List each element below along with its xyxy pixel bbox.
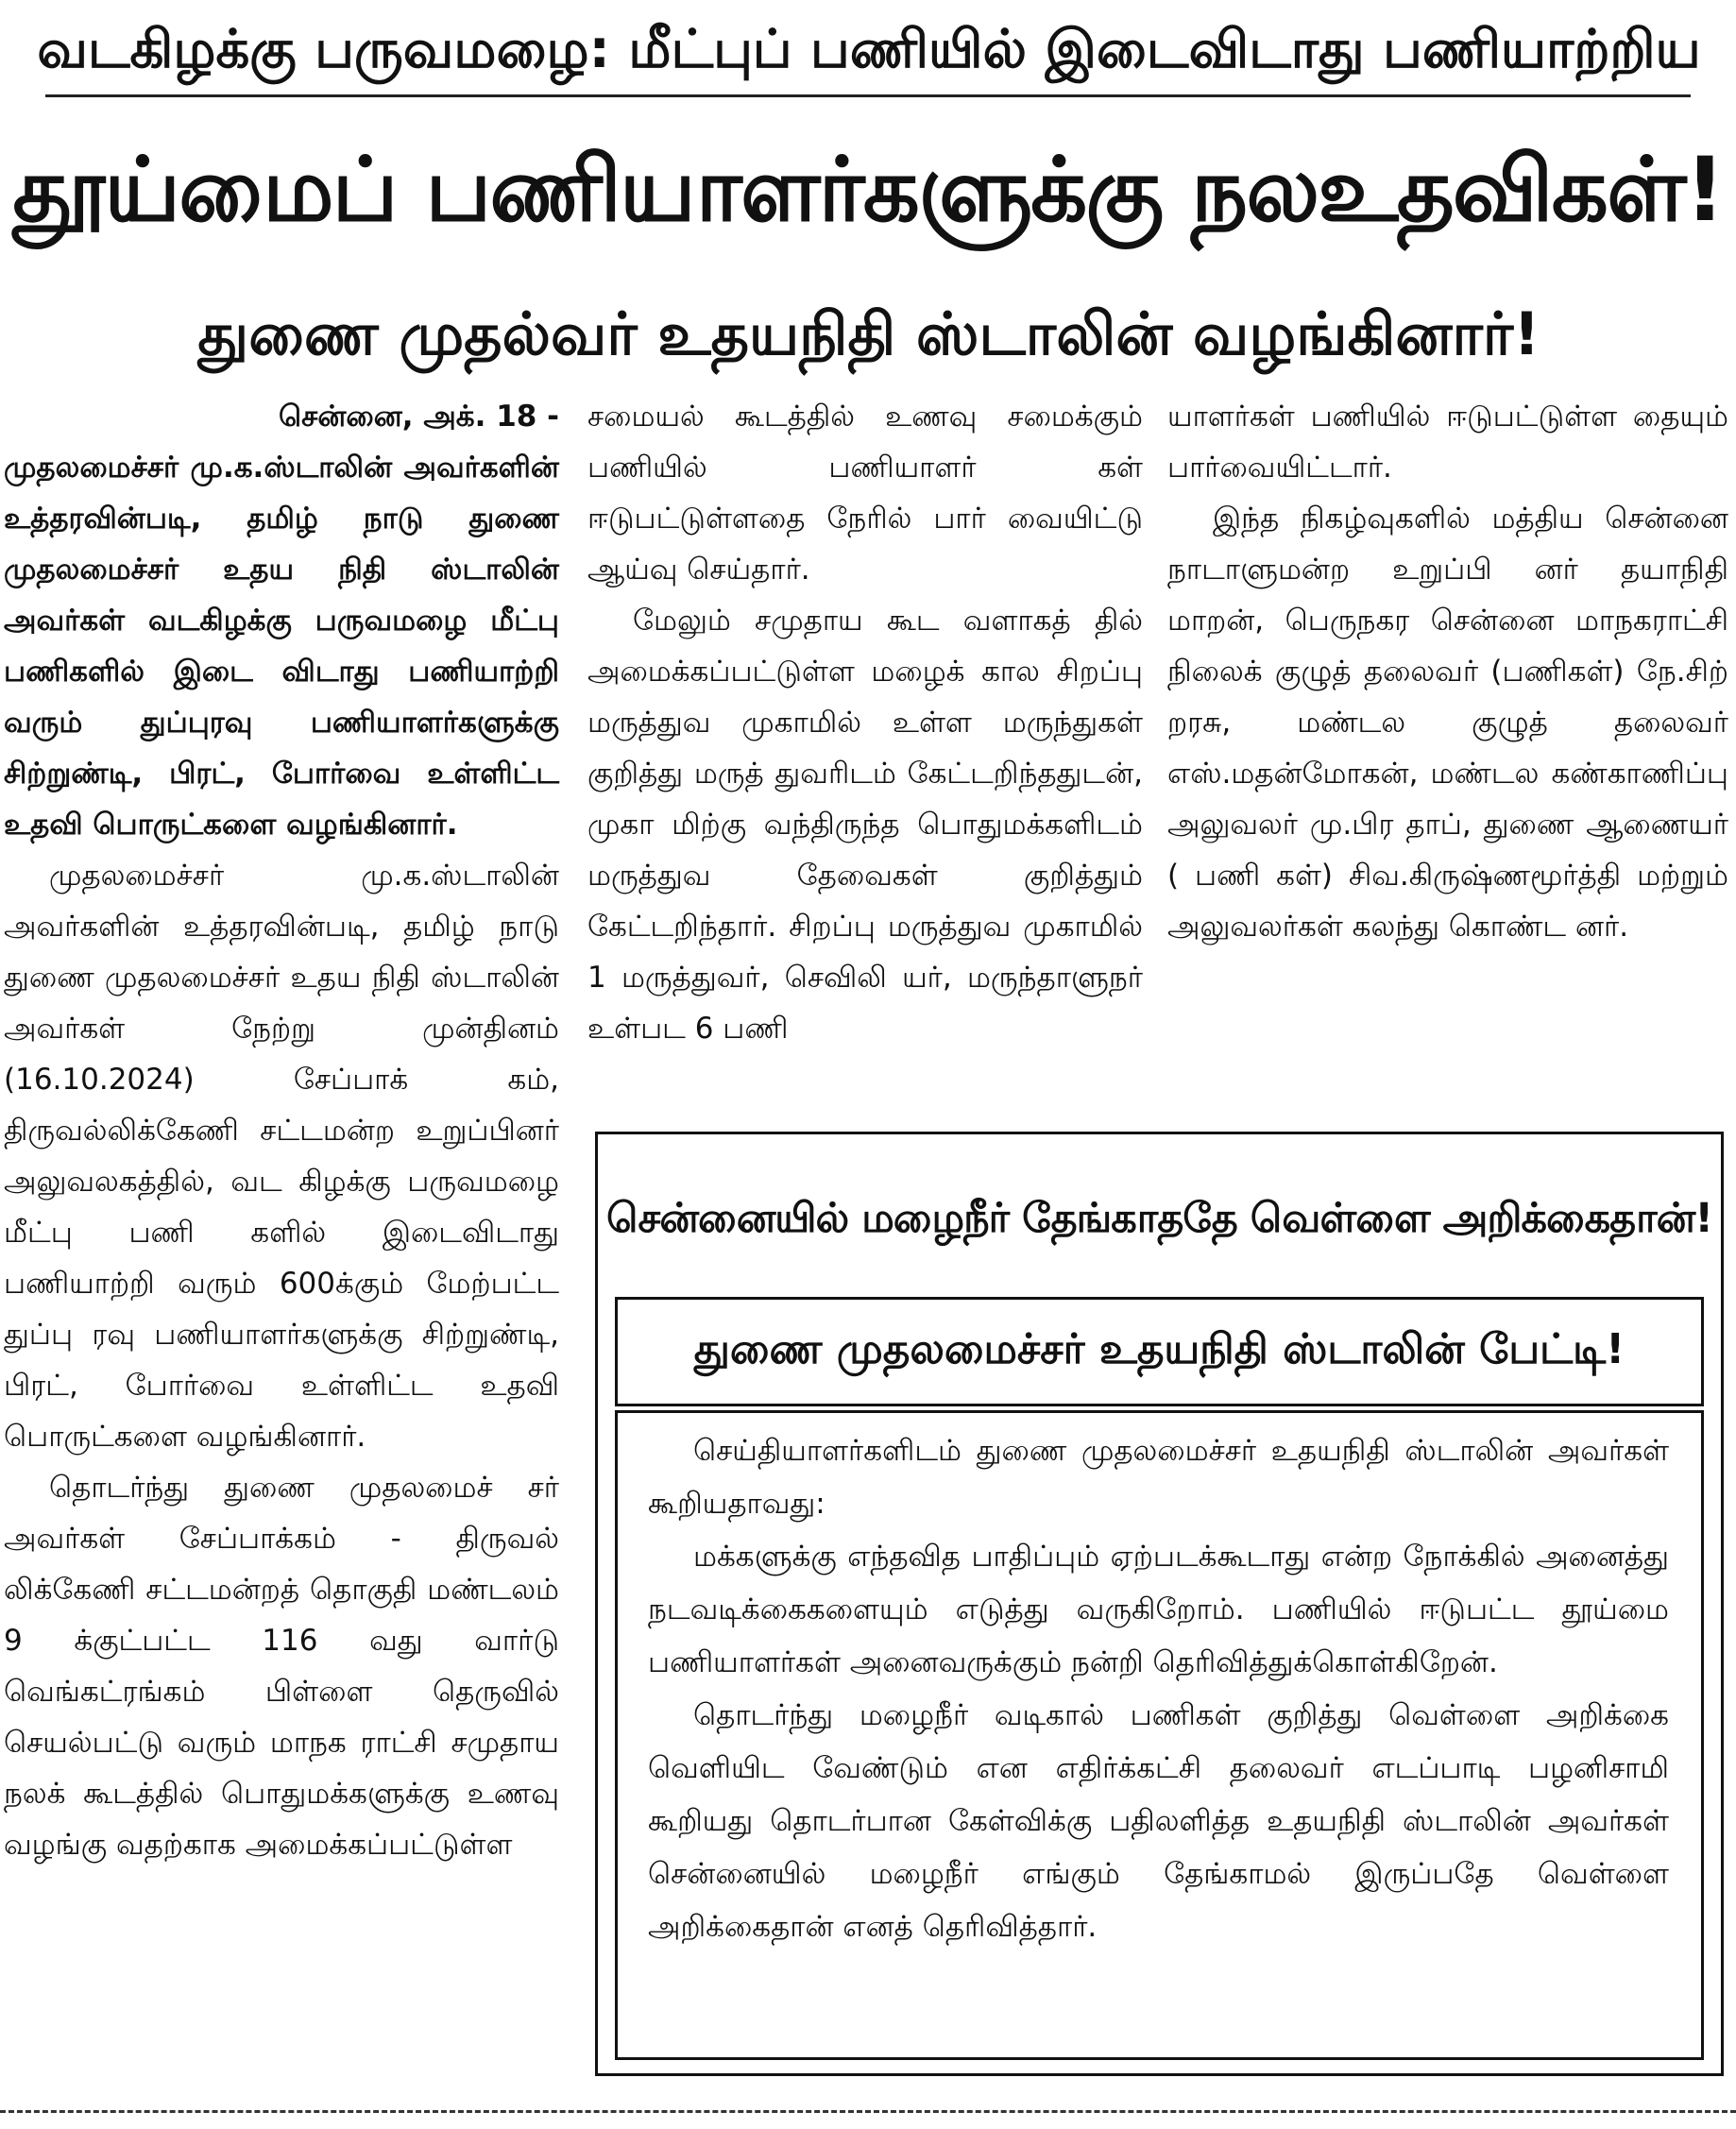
article-paragraph-3-continued: யாளர்கள் பணியில் ஈடுபட்டுள்ள தையும் பார்வையிட்டார். bbox=[1167, 400, 1728, 485]
subheadline: துணை முதல்வர் உதயநிதி ஸ்டாலின் வழங்கினார்! bbox=[197, 299, 1540, 368]
box-subtitle: துணை முதலமைச்சர் உதயநிதி ஸ்டாலின் பேட்டி! bbox=[615, 1297, 1704, 1406]
article-paragraph-2-continued: சமையல் கூடத்தில் உணவு சமைக்கும் பணியில் பணியாளர் கள் ஈடுபட்டுள்ளதை நேரில் பார் வையிட்டு ஆய்வு செய்தார். bbox=[587, 400, 1143, 587]
article-paragraph-1: முதலமைச்சர் மு.க.ஸ்டாலின் அவர்களின் உத்தரவின்படி, தமிழ் நாடு துணை முதலமைச்சர் உதய நிதி ஸ்டாலின் அவர்கள் நேற்று முன்தினம் (16.10.2024) சேப்பாக் கம், திருவல்லிக்கேணி சட்டமன்ற உறுப்பினர் அலுவலகத்தில், வட கிழக்கு பருவமழை மீட்பு பணி களில் இடைவிடாது பணியாற்றி வரும் 600க்கும் மேற்பட்ட துப்பு ரவு பணியாளர்களுக்கு சிற்றுண்டி, பிரட், போர்வை உள்ளிட்ட உதவி பொருட்களை வழங்கினார். bbox=[4, 859, 559, 1454]
article-column-2 bbox=[587, 391, 1143, 1054]
article-paragraph-3: மேலும் சமுதாய கூட வளாகத் தில் அமைக்கப்பட்டுள்ள மழைக் கால சிறப்பு மருத்துவ முகாமில் உள்ள மருந்துகள் குறித்து மருத் துவரிடம் கேட்டறிந்ததுடன், முகா மிற்கு வந்திருந்த பொதுமக்களிடம் மருத்துவ தேவைகள் குறித்தும் கேட்டறிந்தார். சிறப்பு மருத்துவ முகாமில் 1 மருத்துவர், செவிலி யர், மருந்தாளுநர் உள்பட 6 பணி bbox=[587, 604, 1143, 1046]
box-paragraph-3: தொடர்ந்து மழைநீர் வடிகால் பணிகள் குறித்து வெள்ளை அறிக்கை வெளியிட வேண்டும் என எதிர்க்கட்சி தலைவர் எடப்பாடி பழனிசாமி கூறியது தொடர்பான கேள்விக்கு பதிலளித்த உதயநிதி ஸ்டாலின் அவர்கள் சென்னையில் மழைநீர் எங்கும் தேங்காமல் இருப்பதே வெள்ளை அறிக்கைதான் எனத் தெரிவித்தார். bbox=[648, 1698, 1669, 1944]
box-body bbox=[615, 1410, 1704, 2060]
dateline: சென்னை, அக். 18 - bbox=[279, 400, 559, 434]
box-paragraph-2: மக்களுக்கு எந்தவித பாதிப்பும் ஏற்படக்கூடாது என்ற நோக்கில் அனைத்து நடவடிக்கைகளையும் எடுத்து வருகிறோம். பணியில் ஈடுபட்ட தூய்மை பணியாளர்கள் அனைவருக்கும் நன்றி தெரிவித்துக்கொள்கிறேன். bbox=[648, 1540, 1669, 1679]
article-paragraph-4: இந்த நிகழ்வுகளில் மத்திய சென்னை நாடாளுமன்ற உறுப்பி னர் தயாநிதி மாறன், பெருநகர சென்னை மாநகராட்சி நிலைக் குழுத் தலைவர் (பணிகள்) நே.சிற் றரசு, மண்டல குழுத் தலைவர் எஸ்.மதன்மோகன், மண்டல கண்காணிப்பு அலுவலர் மு.பிர தாப், துணை ஆணையர் ( பணி கள்) சிவ.கிருஷ்ணமூர்த்தி மற்றும் அலுவலர்கள் கலந்து கொண்ட னர். bbox=[1167, 502, 1728, 944]
article-column-1 bbox=[4, 391, 559, 1870]
lead-paragraph: முதலமைச்சர் மு.க.ஸ்டாலின் அவர்களின் உத்தரவின்படி, தமிழ் நாடு துணை முதலமைச்சர் உதய நிதி ஸ்டாலின் அவர்கள் வடகிழக்கு பருவமழை மீட்பு பணிகளில் இடை விடாது பணியாற்றி வரும் துப்புரவு பணியாளர்களுக்கு சிற்றுண்டி, பிரட், போர்வை உள்ளிட்ட உதவி பொருட்களை வழங்கினார். bbox=[4, 451, 559, 842]
footer-dashed-rule bbox=[0, 2110, 1736, 2113]
kicker-line: வடகிழக்கு பருவமழை: மீட்புப் பணியில் இடைவிடாது பணியாற்றிய bbox=[37, 19, 1701, 80]
article-paragraph-2: தொடர்ந்து துணை முதலமைச் சர் அவர்கள் சேப்பாக்கம் - திருவல் லிக்கேணி சட்டமன்றத் தொகுதி மண்டலம் 9 க்குட்பட்ட 116 வது வார்டு வெங்கட்ரங்கம் பிள்ளை தெருவில் செயல்பட்டு வரும் மாநக ராட்சி சமுதாய நலக் கூடத்தில் பொதுமக்களுக்கு உணவு வழங்கு வதற்காக அமைக்கப்பட்டுள்ள bbox=[4, 1471, 559, 1862]
box-title: சென்னையில் மழைநீர் தேங்காததே வெள்ளை அறிக்கைதான்! bbox=[606, 1194, 1712, 1242]
box-paragraph-1: செய்தியாளர்களிடம் துணை முதலமைச்சர் உதயநிதி ஸ்டாலின் அவர்கள் கூறியதாவது: bbox=[648, 1434, 1669, 1521]
article-column-3 bbox=[1167, 391, 1728, 952]
header-rule bbox=[45, 94, 1691, 97]
interview-box bbox=[595, 1132, 1724, 2076]
headline: தூய்மைப் பணியாளர்களுக்கு நலஉதவிகள்! bbox=[12, 139, 1724, 242]
